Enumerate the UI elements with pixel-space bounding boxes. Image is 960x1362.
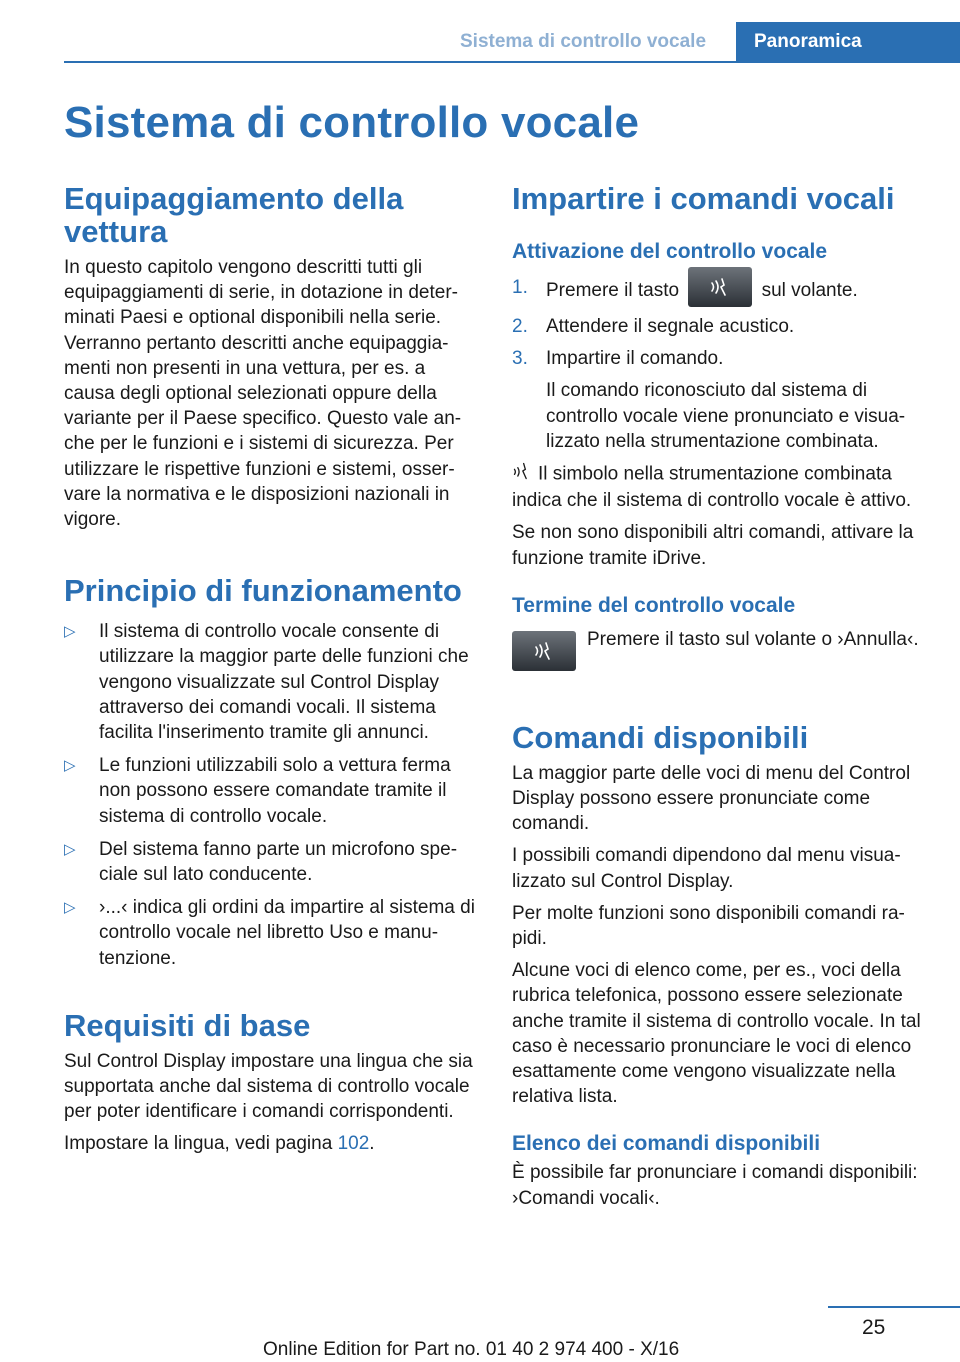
- list-text: È possibile far pronunciare i comandi disponibili: ›Comandi vocali‹.: [512, 1162, 918, 1209]
- available-p1: La maggior parte delle voci di menu del Control Display possono essere pronunciate come comandi.: [512, 762, 911, 835]
- voice-control-button-icon: [512, 631, 576, 671]
- list-item: 2. Attendere il segnale acustico.: [512, 316, 795, 337]
- symbol-text: Il simbolo nella strumentazione combinata indica che il sistema di controllo vocale è attivo.: [512, 461, 928, 513]
- page-link[interactable]: 102: [337, 1133, 370, 1155]
- commands-heading: Impartire i comandi vocali: [512, 181, 895, 216]
- equipment-text: In questo capitolo vengono descritti tutti gli equipaggiamenti di serie, in dotazione in determinati Paesi e optional disponibili nella serie. Verranno pertanto descritti anche equipaggiamenti non presenti in una vettura, per es. a causa degli optional selezionati oppure della variante per il Paese specifico. Questo vale anche per le funzioni e i sistemi di sicurezza. Per utilizzare le rispettive funzioni e sistemi, osservare la normativa e le disposizioni nazionali in vigore.: [64, 257, 462, 531]
- list-item: ▷ Il sistema di controllo vocale consente di utilizzare la maggior parte delle funzioni che vengono visualizzate sul Control Display attraverso dei comandi vocali. Il sistema facilita l'inserimento tramite gli annunci.: [64, 621, 469, 744]
- voice-symbol-icon: [512, 461, 532, 488]
- voice-control-button-icon: [688, 267, 752, 307]
- activation-heading: Attivazione del controllo vocale: [512, 240, 828, 263]
- list-item: 3. Impartire il comando. Il comando riconosciuto dal sistema di controllo vocale viene pronunciato e visualizzato nella strumentazione combinata.: [512, 348, 906, 452]
- equipment-heading: Equipaggiamento della vettura: [64, 181, 404, 249]
- list-item: ▷ Del sistema fanno parte un microfono speciale sul lato conducente.: [64, 838, 458, 886]
- end-instruction: Premere il tasto sul volante o ›Annulla‹.: [512, 627, 928, 673]
- triangle-bullet-icon: ▷: [64, 840, 76, 858]
- header-tab: Panoramica: [736, 22, 960, 62]
- principle-heading: Principio di funzionamento: [64, 573, 462, 609]
- available-p3: Per molte funzioni sono disponibili comandi rapidi.: [512, 902, 905, 950]
- header-section-title: Sistema di controllo vocale: [460, 31, 707, 52]
- end-heading: Termine del controllo vocale: [512, 593, 796, 617]
- available-p2: I possibili comandi dipendono dal menu visualizzato sul Control Display.: [512, 845, 901, 892]
- triangle-bullet-icon: ▷: [64, 623, 76, 641]
- requirements-text: Sul Control Display impostare una lingua che sia supportata anche dal sistema di controllo vocale per poter identificare i comandi corrispondenti.: [64, 1050, 473, 1123]
- list-heading: Elenco dei comandi disponibili: [512, 1132, 821, 1156]
- page-header: [0, 0, 960, 62]
- page-number: 25: [862, 1316, 886, 1339]
- principle-list: [64, 619, 478, 971]
- requirements-heading: Requisiti di base: [64, 1007, 311, 1043]
- activation-steps: [512, 275, 928, 454]
- available-p4: Alcune voci di elenco come, per es., voci della rubrica telefonica, possono essere selezionate anche tramite il sistema di controllo vocale. In tal caso è necessario pronunciare le voci di elenco esattamente come vengono visualizzate nella relativa lista.: [512, 960, 921, 1108]
- list-item: 1. Premere il tasto sul volante.: [512, 275, 928, 307]
- edition-note: Online Edition for Part no. 01 40 2 974 400 - X/16: [263, 1339, 680, 1360]
- triangle-bullet-icon: ▷: [64, 757, 76, 775]
- no-commands-text: Se non sono disponibili altri comandi, attivare la funzione tramite iDrive.: [512, 522, 914, 569]
- right-column: [512, 182, 928, 1211]
- page-title: Sistema di controllo vocale: [64, 98, 640, 147]
- triangle-bullet-icon: ▷: [64, 899, 76, 917]
- available-heading: Comandi disponibili: [512, 719, 809, 755]
- left-column: [64, 182, 478, 1157]
- footer-rule: [828, 1306, 960, 1308]
- language-reference: Impostare la lingua, vedi pagina 102.: [64, 1133, 375, 1155]
- header-rule: [64, 61, 960, 63]
- list-item: ▷ Le funzioni utilizzabili solo a vettura ferma non possono essere comandate tramite il sistema di controllo vocale.: [64, 755, 451, 827]
- list-item: ▷ ›...‹ indica gli ordini da impartire al sistema di controllo vocale nel libretto Uso e manutenzione.: [64, 897, 475, 969]
